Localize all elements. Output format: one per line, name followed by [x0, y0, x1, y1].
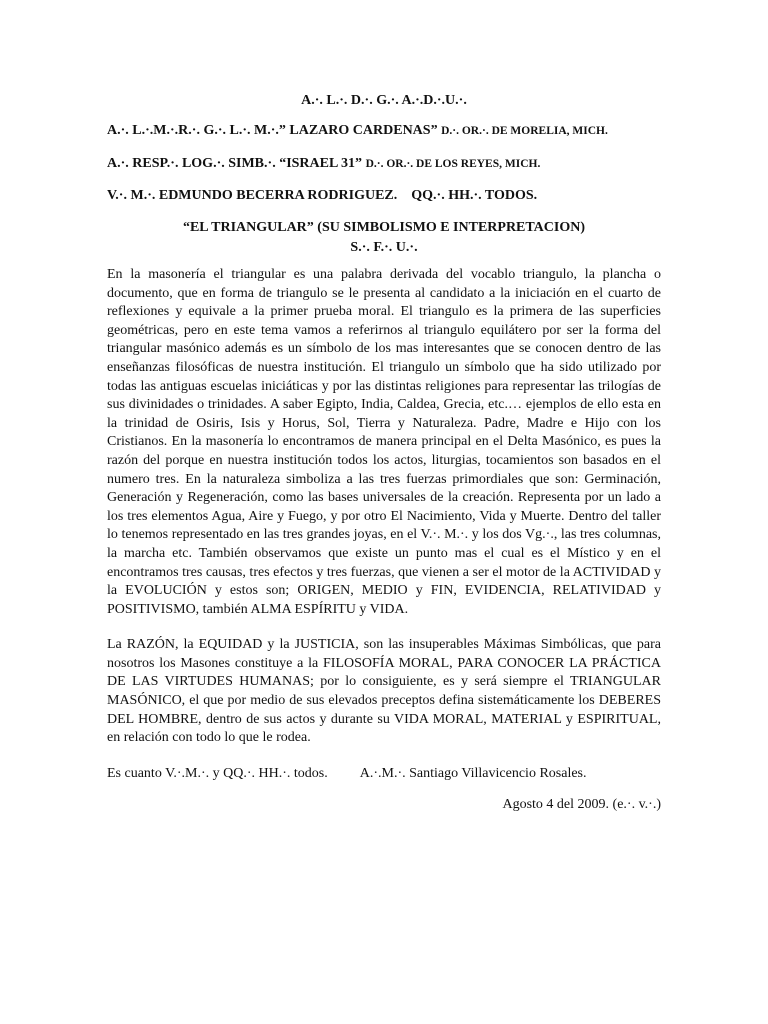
- header-line-3-main: A.·. RESP.·. LOG.·. SIMB.·. “ISRAEL 31”: [107, 156, 363, 171]
- header-line-1: A.·. L.·. D.·. G.·. A.·.D.·.U.·.: [301, 93, 467, 108]
- signature-line: [107, 765, 661, 783]
- sfu-line: S.·. F.·. U.·.: [350, 240, 418, 255]
- document-page: [107, 92, 661, 814]
- body-paragraph-1: En la masonería el triangular es una palabra derivada del vocablo triangulo, la plancha o documento, que en forma de triangulo se le presenta al candidato a la iniciación en el cuarto de reflexiones y equivale a la primer prueba moral. El triangulo es la primera de las superficies geométricas, pero en este tema vamos a referirnos al triangulo equilátero por ser la forma del triangular masónico además es un símbolo de los mas interesantes que se conocen dentro de las enseñanzas filosóficas de nuestra institución. El triangulo un símbolo que ha sido utilizado por todas las antiguas escuelas iniciáticas y por las distintas religiones para representar las trilogías de sus divinidades o trinidades. A saber Egipto, India, Caldea, Grecia, etc.… ejemplos de ello esta en la trinidad de Osiris, Isis y Horus, Sol, Tierra y Naturaleza. Padre, Madre e Hijo con los Cristianos. En la masonería lo encontramos de manera principal en el Delta Masónico, es pues la razón del porque en nuestra institución todos los actos, liturgias, tocamientos son basados en el numero tres. En la naturaleza simboliza a las tres fuerzas primordiales que son: Germinación, Generación y Regeneración, como las bases universales de la creación. Representa por un lado a los tres elementos Agua, Aire y Fuego, y por otro El Nacimiento, Vida y Muerte. Dentro del taller lo tenemos representado en las tres grandes joyas, en el V.·. M.·. y los dos Vg.·., las tres columnas, la marcha etc. También observamos que existe un punto mas el cual es el Místico y en el encontramos tres causas, tres efectos y tres fuerzas, que vienen a ser el motor de la ACTIVIDAD y la EVOLUCIÓN y estos son; ORIGEN, MEDIO y FIN, EVIDENCIA, RELATIVIDAD y POSITIVISMO, también ALMA ESPÍRITU y VIDA.: [107, 267, 661, 617]
- document-date: Agosto 4 del 2009. (e.·. v.·.): [502, 796, 661, 812]
- header-line-3-orient: D.·. OR.·. DE LOS REYES, MICH.: [365, 158, 541, 170]
- header-line-2: [107, 122, 661, 140]
- header-line-2-orient: D.·. OR.·. DE MORELIA, MICH.: [441, 125, 608, 137]
- closing-text: Es cuanto V.·.M.·. y QQ.·. HH.·. todos.: [107, 765, 328, 781]
- header-line-2-main: A.·. L.·.M.·.R.·. G.·. L.·. M.·.” LAZARO CARDENAS”: [107, 123, 438, 138]
- header-line-4: V.·. M.·. EDMUNDO BECERRA RODRIGUEZ. QQ.·. HH.·. TODOS.: [107, 188, 538, 203]
- document-title: “EL TRIANGULAR” (SU SIMBOLISMO E INTERPRETACION): [182, 220, 586, 235]
- author-name: A.·.M.·. Santiago Villavicencio Rosales.: [359, 765, 587, 781]
- body-paragraph-2: La RAZÓN, la EQUIDAD y la JUSTICIA, son las insuperables Máximas Simbólicas, que para nosotros los Masones constituye a la FILOSOFÍA MORAL, PARA CONOCER LA PRÁCTICA DE LAS VIRTUDES HUMANAS; por lo consiguiente, es y será siempre el TRIANGULAR MASÓNICO, el que por medio de sus elevados preceptos defina sistemáticamente los DEBERES DEL HOMBRE, dentro de sus actos y durante su VIDA MORAL, MATERIAL y ESPIRITUAL, en relación con todo lo que le rodea.: [107, 637, 661, 746]
- header-line-3: [107, 155, 661, 173]
